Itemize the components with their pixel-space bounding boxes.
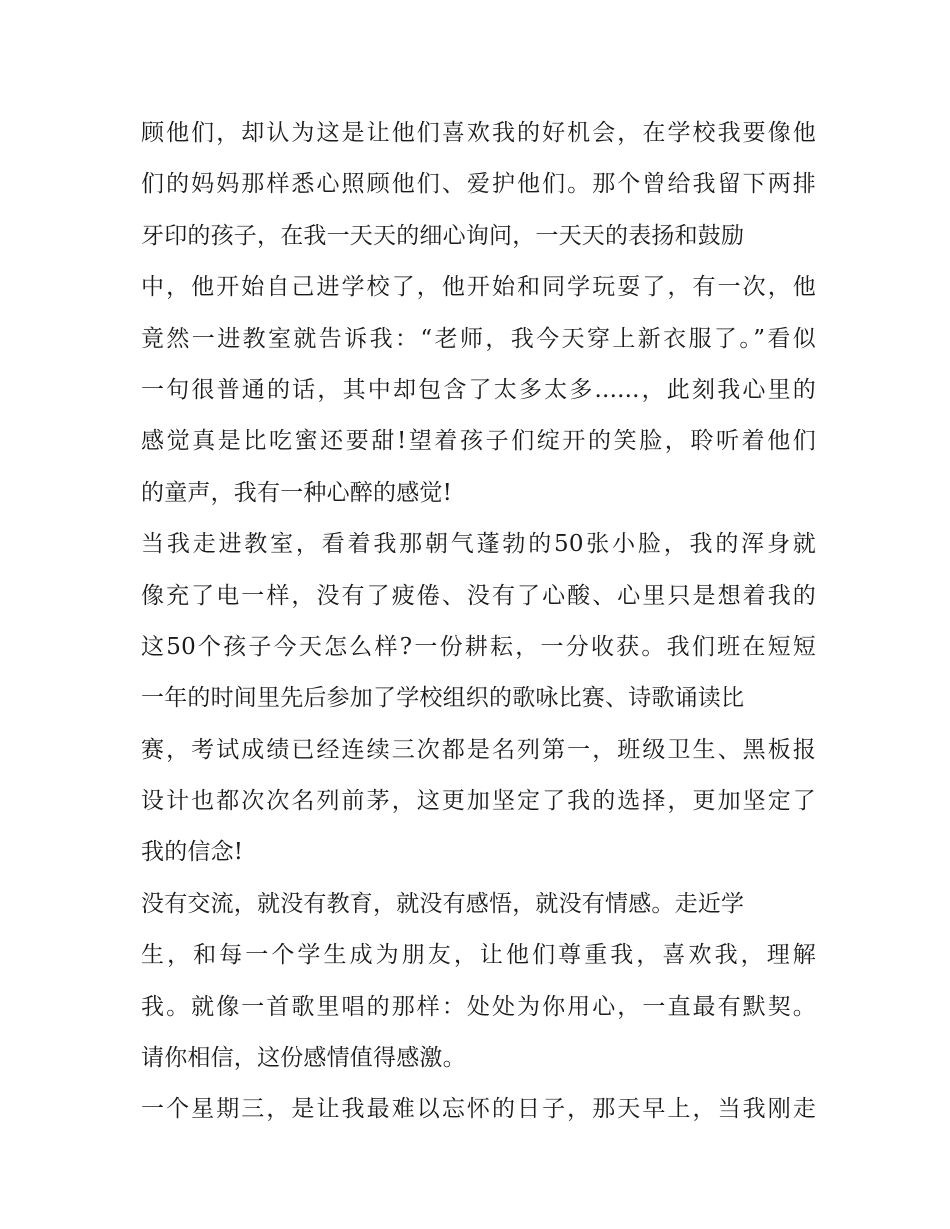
text-line: 当我走进教室，看着我那朝气蓬勃的50张小脸，我的浑身就 bbox=[141, 531, 816, 558]
text-line: 的童声，我有一种心醉的感觉! bbox=[141, 479, 453, 506]
text-line: 赛，考试成绩已经连续三次都是名列第一，班级卫生、黑板报 bbox=[141, 736, 816, 763]
text-line: 感觉真是比吃蜜还要甜!望着孩子们绽开的笑脸，聆听着他们 bbox=[141, 428, 816, 455]
text-line: 像充了电一样，没有了疲倦、没有了心酸、心里只是想着我的 bbox=[141, 582, 816, 609]
text-line: 一年的时间里先后参加了学校组织的歌咏比赛、诗歌诵读比 bbox=[141, 685, 745, 712]
text-line: 顾他们，却认为这是让他们喜欢我的好机会，在学校我要像他 bbox=[141, 120, 816, 146]
text-line: 竟然一进教室就告诉我：“老师，我今天穿上新衣服了。”看似 bbox=[141, 325, 816, 352]
text-line: 们的妈妈那样悉心照顾他们、爱护他们。那个曾给我留下两排 bbox=[141, 171, 816, 198]
text-line: 我。就像一首歌里唱的那样：处处为你用心，一直最有默契。 bbox=[141, 993, 816, 1020]
text-line: 牙印的孩子，在我一天天的细心询问，一天天的表扬和鼓励 bbox=[141, 222, 745, 249]
text-line: 没有交流，就没有教育，就没有感悟，就没有情感。走近学 bbox=[141, 890, 745, 917]
text-line: 中，他开始自己进学校了，他开始和同学玩耍了，有一次，他 bbox=[141, 274, 816, 301]
text-line: 请你相信，这份感情值得感激。 bbox=[141, 1045, 466, 1072]
text-line: 这50个孩子今天怎么样?一份耕耘，一分收获。我们班在短短 bbox=[141, 633, 816, 660]
text-line: 一个星期三，是让我最难以忘怀的日子，那天早上，当我刚走 bbox=[141, 1096, 816, 1123]
text-line: 一句很普通的话，其中却包含了太多太多......，此刻我心里的 bbox=[141, 376, 816, 403]
text-line: 生，和每一个学生成为朋友，让他们尊重我，喜欢我，理解 bbox=[141, 942, 816, 969]
body-text bbox=[141, 108, 816, 1136]
text-line: 设计也都次次名列前茅，这更加坚定了我的选择，更加坚定了 bbox=[141, 788, 816, 815]
text-line: 我的信念! bbox=[141, 839, 244, 866]
